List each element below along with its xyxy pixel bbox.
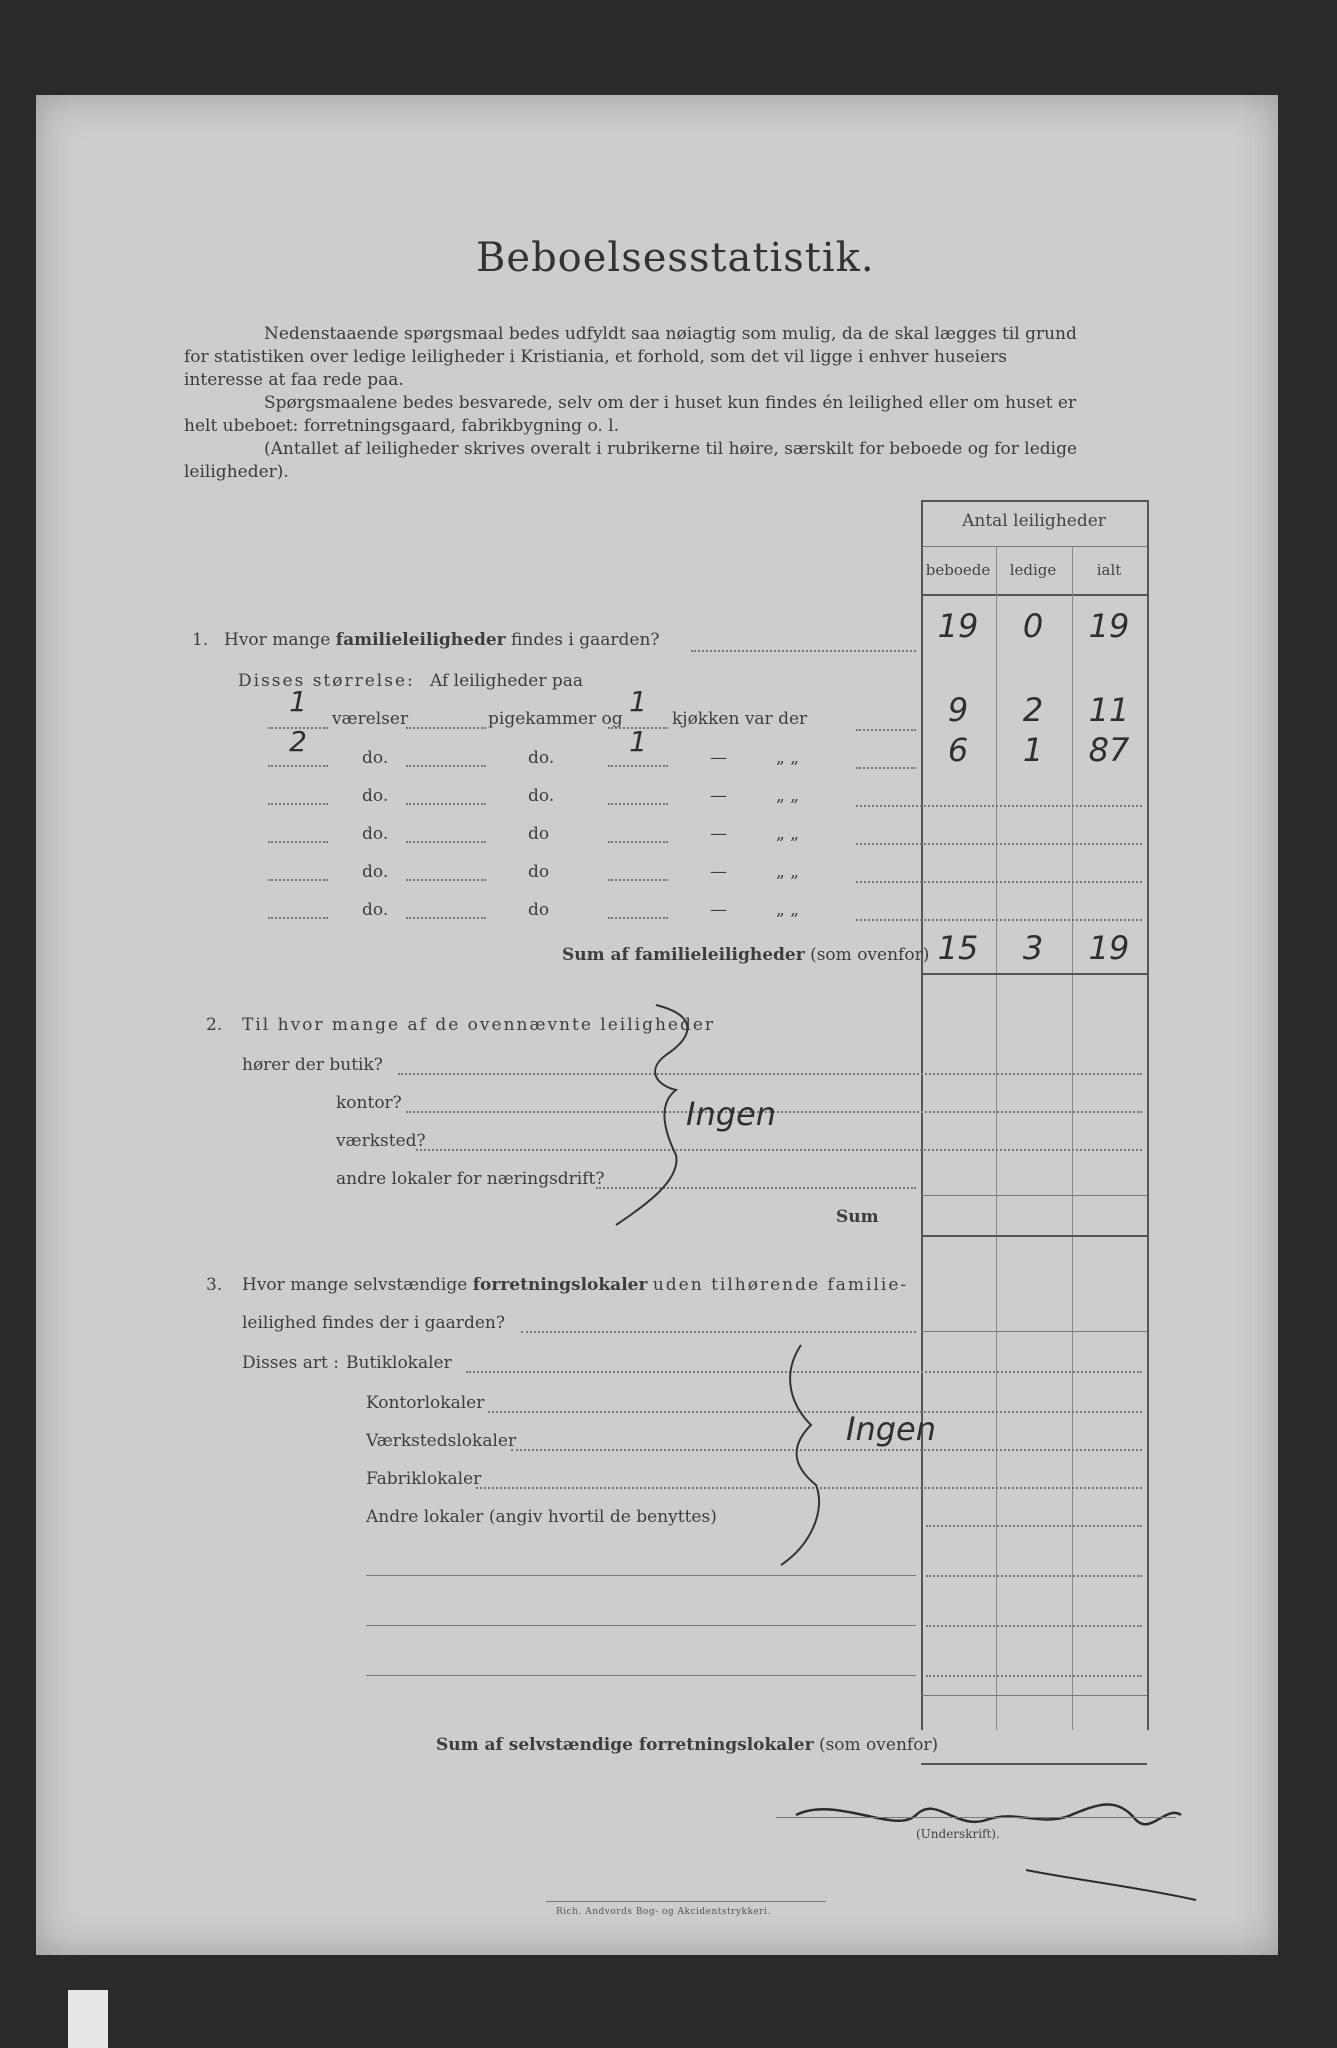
blank-line — [406, 803, 486, 805]
leader-dots — [926, 1575, 1142, 1577]
q1-text-bold: familieleiligheder — [335, 630, 506, 650]
blank-line — [268, 765, 328, 767]
intro-line: helt ubeboet: forretningsgaard, fabrikbygning o. l. — [184, 416, 620, 436]
q3-text-pre: Hvor mange selvstændige — [242, 1275, 468, 1295]
leader-dots — [691, 650, 916, 652]
label-quote: „ „ — [776, 900, 800, 920]
q3-sum-post: (som ovenfor) — [818, 1735, 939, 1755]
table-group-header: Antal leiligheder — [962, 511, 1106, 531]
q2-item-kontor: kontor? — [336, 1093, 402, 1113]
leader-dots — [856, 881, 1142, 883]
intro-text — [184, 323, 1154, 484]
q2-number: 2. — [206, 1015, 223, 1035]
blank-write-line — [366, 1625, 916, 1626]
q3-rule — [921, 1695, 1147, 1696]
intro-line: interesse at faa rede paa. — [184, 370, 404, 390]
blank-line — [608, 917, 668, 919]
q1-text-post: findes i gaarden? — [511, 630, 660, 650]
table-top-rule — [921, 500, 1147, 502]
q3-sum-bold: Sum af selvstændige forretningslokaler — [436, 1735, 814, 1755]
signature-caption: (Underskrift). — [916, 1827, 1000, 1841]
q3-text-bold: forretningslokaler — [472, 1275, 648, 1295]
label-quote: „ „ — [776, 786, 800, 806]
table-right-rule — [1147, 500, 1149, 1730]
label-quote: „ „ — [776, 824, 800, 844]
label-kjokken: kjøkken var der — [672, 709, 808, 729]
leader-dots — [856, 767, 916, 769]
form-title: Beboelsesstatistik. — [476, 235, 875, 281]
label-quote: „ „ — [776, 862, 800, 882]
blank-write-line — [366, 1675, 916, 1676]
form-sheet — [36, 95, 1278, 1955]
label-do: do — [528, 824, 550, 844]
q3-rule — [921, 1331, 1147, 1332]
label-quote: „ „ — [776, 748, 800, 768]
blank-line — [608, 765, 668, 767]
q1-sum-bold: Sum af familieleiligheder — [562, 945, 805, 965]
table-header-bottom-rule — [921, 594, 1147, 596]
q2-item-vaerksted: værksted? — [336, 1131, 426, 1151]
q1-ledige-value: 0 — [1022, 607, 1044, 645]
row1-ledige: 2 — [1022, 691, 1044, 729]
label-do: do — [528, 900, 550, 920]
q3-item-kontor: Kontorlokaler — [366, 1393, 485, 1413]
q1-text-pre: Hvor mange — [224, 630, 331, 650]
blank-line — [406, 841, 486, 843]
q3-text-post: uden tilhørende familie- — [652, 1275, 909, 1295]
q2-sum-label: Sum — [836, 1207, 879, 1227]
blank-line — [608, 803, 668, 805]
col-beboede: beboede — [925, 561, 991, 579]
row2-ialt: 87 — [1088, 731, 1130, 769]
leader-dots — [521, 1331, 916, 1333]
q2-answer: Ingen — [686, 1095, 776, 1133]
leader-dots — [856, 843, 1142, 845]
label-do: do. — [362, 824, 389, 844]
blank-line — [268, 841, 328, 843]
q3-bracket-handwriting — [771, 1335, 891, 1575]
film-edge-mark — [68, 1990, 108, 2048]
q1-text — [224, 630, 660, 650]
q3-item-vaerksted: Værkstedslokaler — [366, 1431, 517, 1451]
blank-line — [406, 879, 486, 881]
signature-line — [776, 1817, 1176, 1818]
intro-line: for statistiken over ledige leiligheder i Kristiania, et forhold, som det vil ligge i enhver huseiers — [184, 347, 1007, 367]
row2-kitchen: 1 — [629, 725, 647, 758]
table-header-rule — [921, 546, 1147, 547]
label-dash: — — [710, 862, 727, 882]
col-ialt: ialt — [1096, 561, 1122, 579]
row2-rooms: 2 — [289, 725, 307, 758]
q2-rule — [921, 1195, 1147, 1196]
q3-art-label: Disses art : — [242, 1353, 339, 1373]
leader-dots — [856, 729, 916, 731]
label-do: do. — [528, 748, 555, 768]
row1-ialt: 11 — [1088, 691, 1130, 729]
col-ledige: ledige — [1009, 561, 1057, 579]
q2-line1: Til hvor mange af de ovennævnte leiligheder — [242, 1015, 716, 1035]
blank-line — [268, 917, 328, 919]
label-do: do. — [362, 862, 389, 882]
q1-size-sub: Af leiligheder paa — [430, 671, 583, 691]
q1-sum-rule — [921, 973, 1147, 975]
label-do: do. — [362, 786, 389, 806]
leader-dots — [856, 919, 1142, 921]
table-left-rule — [921, 500, 923, 1730]
label-dash: — — [710, 786, 727, 806]
label-dash: — — [710, 748, 727, 768]
intro-line: (Antallet af leiligheder skrives overalt i rubrikerne til høire, særskilt for beboede og for ledige — [264, 439, 1078, 459]
row2-ledige: 1 — [1022, 731, 1044, 769]
q3-answer: Ingen — [846, 1410, 936, 1448]
q1-sum-post: (som ovenfor) — [810, 945, 930, 965]
label-do: do. — [362, 748, 389, 768]
leader-dots — [926, 1525, 1142, 1527]
q1-sum-label — [562, 945, 929, 965]
q2-item-andre: andre lokaler for næringsdrift? — [336, 1169, 605, 1189]
blank-line — [608, 841, 668, 843]
q2-item-butik: hører der butik? — [242, 1055, 383, 1075]
q3-sum-label — [436, 1735, 938, 1755]
q1-sum-ledige: 3 — [1022, 929, 1044, 967]
q1-sum-beboede: 15 — [937, 929, 979, 967]
intro-line: Nedenstaaende spørgsmaal bedes udfyldt saa nøiagtig som mulig, da de skal lægges til grund — [264, 324, 1077, 344]
blank-line — [406, 727, 486, 729]
intro-line: Spørgsmaalene bedes besvarede, selv om der i huset kun findes én leilighed eller om huset er — [264, 393, 1077, 413]
blank-write-line — [366, 1575, 916, 1576]
printer-credit: Rich. Andvords Bog- og Akcidentstrykkeri. — [556, 1907, 771, 1917]
label-dash: — — [710, 900, 727, 920]
blank-line — [406, 765, 486, 767]
leader-dots — [856, 805, 1142, 807]
q3-text — [242, 1275, 908, 1295]
q3-item-butik: Butiklokaler — [346, 1353, 452, 1373]
label-do: do. — [362, 900, 389, 920]
signature-scribble — [776, 1775, 1216, 1915]
blank-line — [406, 917, 486, 919]
q3-line2: leilighed findes der i gaarden? — [242, 1313, 505, 1333]
q2-sum-rule — [921, 1235, 1147, 1237]
leader-dots — [926, 1675, 1142, 1677]
blank-line — [268, 879, 328, 881]
label-dash: — — [710, 824, 727, 844]
q1-number: 1. — [192, 630, 209, 650]
label-vaerelser: værelser — [332, 709, 409, 729]
row1-rooms: 1 — [289, 685, 307, 718]
label-do: do — [528, 862, 550, 882]
q1-sum-ialt: 19 — [1088, 929, 1130, 967]
blank-line — [268, 803, 328, 805]
q1-ialt-value: 19 — [1088, 607, 1130, 645]
row1-kitchen: 1 — [629, 685, 647, 718]
q3-item-andre: Andre lokaler (angiv hvortil de benyttes) — [366, 1507, 717, 1527]
row2-beboede: 6 — [947, 731, 969, 769]
q3-item-fabrik: Fabriklokaler — [366, 1469, 482, 1489]
q3-number: 3. — [206, 1275, 223, 1295]
row1-beboede: 9 — [947, 691, 969, 729]
printer-rule — [546, 1901, 826, 1902]
label-pigekammer: pigekammer og — [488, 709, 623, 729]
blank-line — [608, 879, 668, 881]
intro-line: leiligheder). — [184, 462, 289, 482]
q3-sum-rule — [921, 1763, 1147, 1765]
q1-beboede-value: 19 — [937, 607, 979, 645]
leader-dots — [926, 1625, 1142, 1627]
q1-size-label: Disses størrelse: — [238, 671, 415, 691]
label-do: do. — [528, 786, 555, 806]
